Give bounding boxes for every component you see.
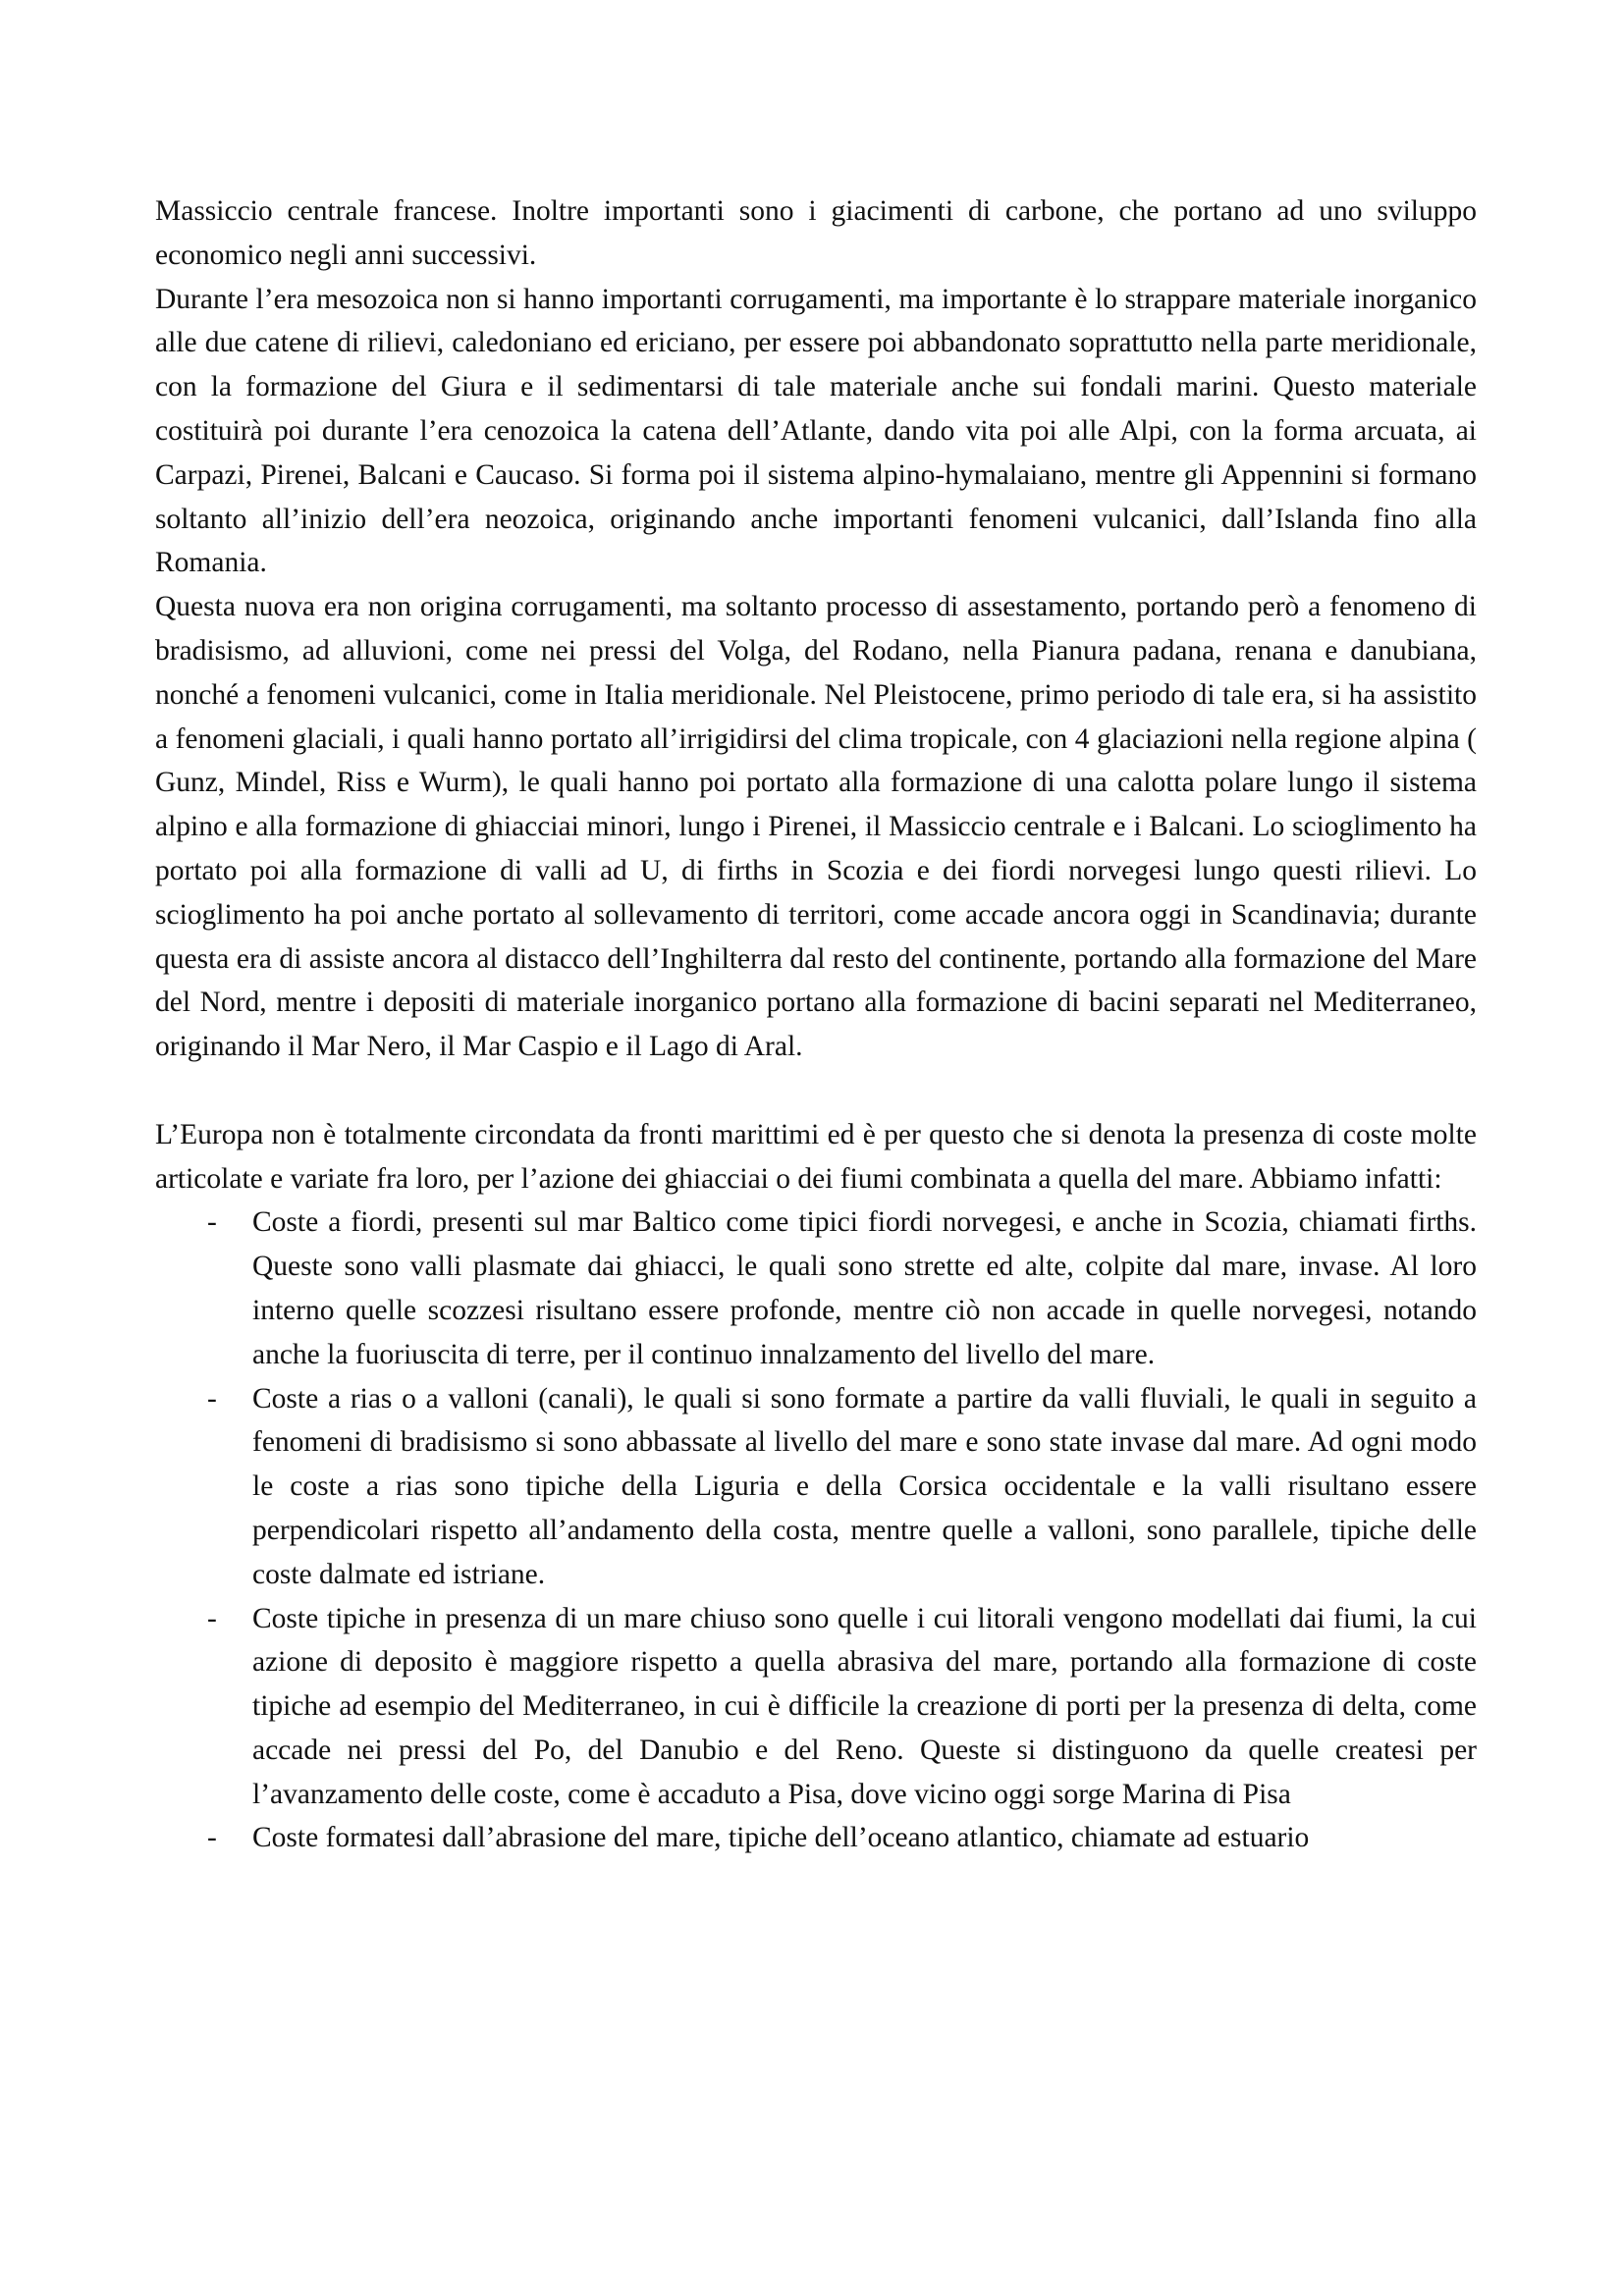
bullet-dash: - xyxy=(207,1602,217,1634)
list-item xyxy=(155,1201,1477,1376)
list-item-text: Coste a rias o a valloni (canali), le quali si sono formate a partire da valli fluviali, le quali in seguito a fenomeni di bradisismo si sono abbassate al livello del mare e sono state invase dal mare. Ad ogni modo le coste a rias sono tipiche della Liguria e della Corsica occidentale e la valli risultano essere perpendicolari rispetto all’andamento della costa, mentre quelle a valloni, sono parallele, tipiche delle coste dalmate ed istriane. xyxy=(252,1382,1477,1590)
document-body xyxy=(155,189,1477,1860)
paragraph-coste-intro: L’Europa non è totalmente circondata da fronti marittimi ed è per questo che si denota la presenza di coste molte articolate e variate fra loro, per l’azione dei ghiacciai o dei fiumi combinata a quella del mare. Abbiamo infatti: xyxy=(155,1118,1477,1195)
bullet-dash: - xyxy=(207,1822,217,1854)
list-item-text: Coste a fiordi, presenti sul mar Baltico come tipici fiordi norvegesi, e anche in Scozia, chiamati firths. Queste sono valli plasmate dai ghiacci, le quali sono strette ed alte, colpite dal mare, invase. Al loro interno quelle scozzesi risultano essere profonde, mentre ciò non accade in quelle norvegesi, notando anche la fuoriuscita di terre, per il continuo innalzamento del livello del mare. xyxy=(252,1206,1477,1370)
paragraph-nuova-era: Questa nuova era non origina corrugamenti, ma soltanto processo di assestamento, portando però a fenomeno di bradisismo, ad alluvioni, come nei pressi del Volga, del Rodano, nella Pianura padana, renana e danubiana, nonché a fenomeni vulcanici, come in Italia meridionale. Nel Pleistocene, primo periodo di tale era, si ha assistito a fenomeni glaciali, i quali hanno portato all’irrigidirsi del clima tropicale, con 4 glaciazioni nella regione alpina ( Gunz, Mindel, Riss e Wurm), le quali hanno poi portato alla formazione di una calotta polare lungo il sistema alpino e alla formazione di ghiacciai minori, lungo i Pirenei, il Massiccio centrale e i Balcani. Lo scioglimento ha portato poi alla formazione di valli ad U, di firths in Scozia e dei fiordi norvegesi lungo questi rilievi. Lo scioglimento ha poi anche portato al sollevamento di territori, come accade ancora oggi in Scandinavia; durante questa era di assiste ancora al distacco dell’Inghilterra dal resto del continente, portando alla formazione del Mare del Nord, mentre i depositi di materiale inorganico portano alla formazione di bacini separati nel Mediterraneo, originando il Mar Nero, il Mar Caspio e il Lago di Aral. xyxy=(155,591,1477,1063)
list-item-text: Coste formatesi dall’abrasione del mare, tipiche dell’oceano atlantico, chiamate ad estuario xyxy=(252,1822,1310,1854)
coste-list xyxy=(155,1201,1477,1860)
paragraph-massiccio: Massiccio centrale francese. Inoltre importanti sono i giacimenti di carbone, che portano ad uno sviluppo economico negli anni successivi. xyxy=(155,195,1477,271)
list-item xyxy=(155,1816,1477,1860)
paragraph-spacer xyxy=(155,1069,1477,1113)
list-item xyxy=(155,1377,1477,1597)
bullet-dash: - xyxy=(207,1382,217,1415)
list-item xyxy=(155,1597,1477,1817)
bullet-dash: - xyxy=(207,1206,217,1239)
paragraph-era-mesozoica: Durante l’era mesozoica non si hanno importanti corrugamenti, ma importante è lo strappare materiale inorganico alle due catene di rilievi, caledoniano ed ericiano, per essere poi abbandonato soprattutto nella parte meridionale, con la formazione del Giura e il sedimentarsi di tale materiale anche sui fondali marini. Questo materiale costituirà poi durante l’era cenozoica la catena dell’Atlante, dando vita poi alle Alpi, con la forma arcuata, ai Carpazi, Pirenei, Balcani e Caucaso. Si forma poi il sistema alpino-hymalaiano, mentre gli Appennini si formano soltanto all’inizio dell’era neozoica, originando anche importanti fenomeni vulcanici, dall’Islanda fino alla Romania. xyxy=(155,283,1477,579)
list-item-text: Coste tipiche in presenza di un mare chiuso sono quelle i cui litorali vengono modellati dai fiumi, la cui azione di deposito è maggiore rispetto a quella abrasiva del mare, portando alla formazione di coste tipiche ad esempio del Mediterraneo, in cui è difficile la creazione di porti per la presenza di delta, come accade nei pressi del Po, del Danubio e del Reno. Queste si distinguono da quelle createsi per l’avanzamento delle coste, come è accaduto a Pisa, dove vicino oggi sorge Marina di Pisa xyxy=(252,1602,1477,1810)
